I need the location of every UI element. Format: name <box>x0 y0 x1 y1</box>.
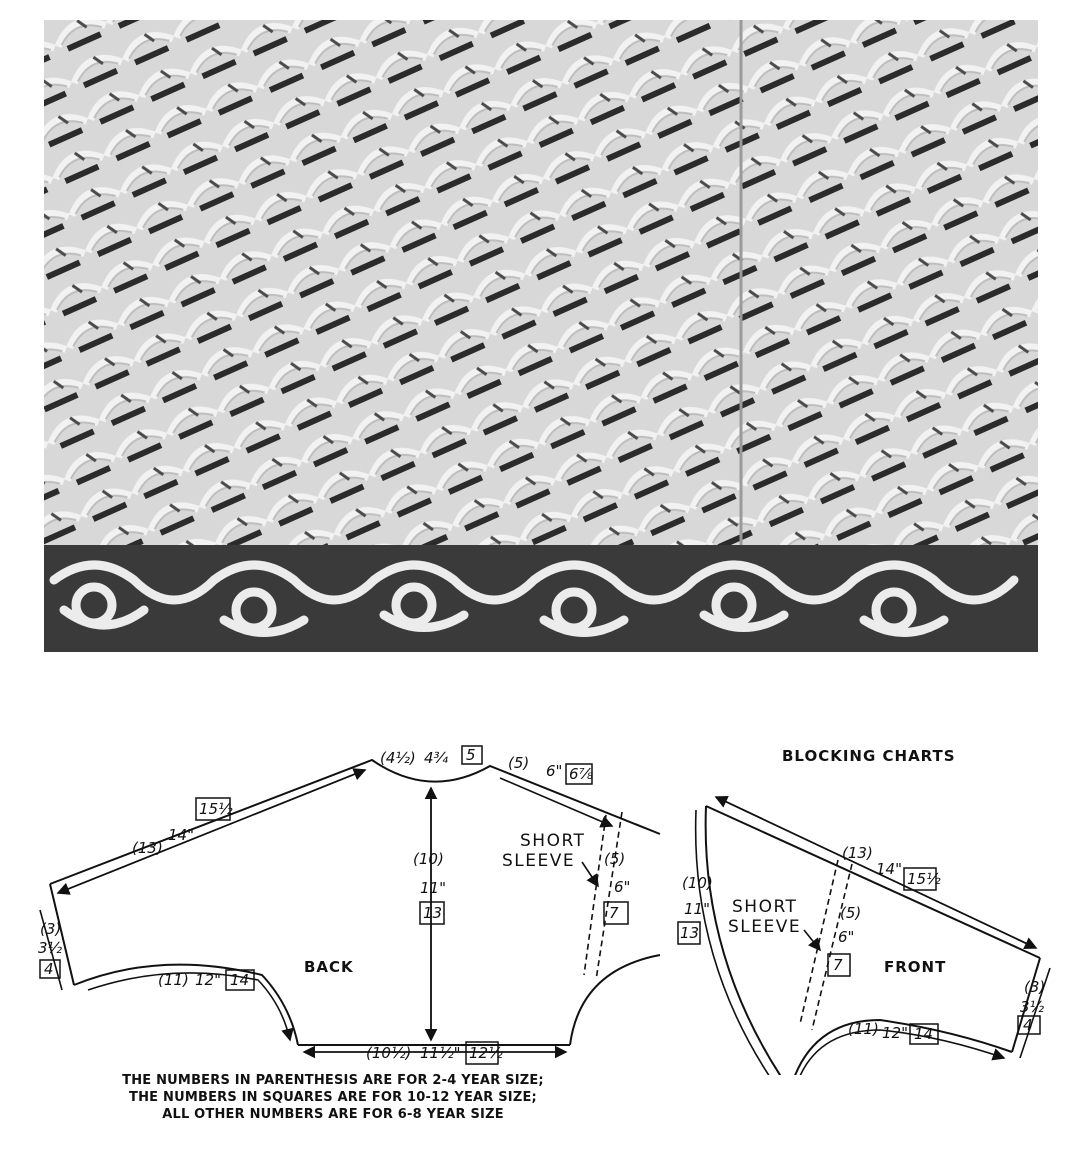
back-upper_edge-small-text: (13) <box>132 839 163 857</box>
front-right_edge-small-text: (3) <box>1024 978 1046 996</box>
back-center-mid-text: 11" <box>420 879 446 897</box>
front-short_sleeve-small-text: (5) <box>840 904 862 922</box>
back-top_neck-mid-text: 4¾ <box>424 749 449 767</box>
front-short-sleeve-line2: SLEEVE <box>728 917 802 937</box>
front-short_sleeve-large-text: 7 <box>833 956 843 974</box>
back-top_neck-large-text: 5 <box>466 746 476 764</box>
front-upper_edge-large-text: 15½ <box>907 870 941 888</box>
back-labels <box>38 746 630 1064</box>
front-short-sleeve-line1: SHORT <box>732 897 798 917</box>
front-lower_curve-large-text: 14 <box>914 1025 934 1043</box>
back-center-small-text: (10) <box>413 850 444 868</box>
size-note-line: ALL OTHER NUMBERS ARE FOR 6-8 YEAR SIZE <box>162 1107 504 1122</box>
back-side-small-text: (3) <box>40 920 62 938</box>
front-lower_curve-small-text: (11) <box>848 1020 879 1038</box>
blocking-charts-diagram <box>0 655 1080 1075</box>
back-lower_curve-large-text: 14 <box>230 971 250 989</box>
back-short_sleeve-small-text: (5) <box>604 850 626 868</box>
back-shoulder-mid-text: 6" <box>546 762 563 780</box>
back-side-large-text: 4 <box>44 960 54 978</box>
back-upper_edge-large-text: 15½ <box>199 800 233 818</box>
front-left_edge-mid-text: 11" <box>684 900 710 918</box>
front-short_sleeve-mid-text: 6" <box>838 928 855 946</box>
back-center-large-text: 13 <box>423 904 443 922</box>
back-lower_curve-mid-text: 12" <box>195 971 221 989</box>
front-labels <box>678 844 1045 1044</box>
back-bottom-mid-text: 11½" <box>420 1044 461 1062</box>
front-label: FRONT <box>884 958 947 976</box>
back-lower-dimension-line <box>88 973 290 1040</box>
back-label: BACK <box>304 958 354 976</box>
size-note-line: THE NUMBERS IN PARENTHESIS ARE FOR 2-4 YEAR SIZE; <box>122 1073 544 1088</box>
front-left_edge-large-text: 13 <box>680 924 700 942</box>
back-shoulder-dimension-line <box>500 778 612 826</box>
back-lower_curve-small-text: (11) <box>158 971 189 989</box>
back-short_sleeve-large-text: 7 <box>609 904 619 922</box>
back-side-mid-text: 3½ <box>38 939 63 957</box>
front-left_edge-small-text: (10) <box>682 874 713 892</box>
front-right_edge-mid-text: 3½ <box>1020 998 1045 1016</box>
back-upper_edge-mid-text: 14" <box>168 826 194 844</box>
back-short_sleeve-mid-text: 6" <box>614 878 631 896</box>
back-shoulder-small-text: (5) <box>508 754 530 772</box>
back-top_neck-small-text: (4½) <box>380 749 416 767</box>
back-short-sleeve-line2: SLEEVE <box>502 851 576 871</box>
front-right_edge-large-text: 4 <box>1023 1016 1033 1034</box>
back-piece-outline <box>50 760 660 1045</box>
front-upper_edge-small-text: (13) <box>842 844 873 862</box>
front-left-dimension-line <box>696 810 786 1075</box>
back-bottom-large-text: 12½ <box>469 1044 503 1062</box>
crochet-stitch-photo <box>44 20 1038 652</box>
back-shoulder-large-text: 6⅞ <box>569 765 594 783</box>
size-legend-note <box>28 1072 638 1123</box>
back-bottom-small-text: (10½) <box>366 1044 412 1062</box>
back-short-sleeve-line <box>596 812 622 980</box>
size-note-line: THE NUMBERS IN SQUARES ARE FOR 10-12 YEAR SIZE; <box>129 1090 537 1105</box>
front-lower_curve-mid-text: 12" <box>882 1024 908 1042</box>
front-upper_edge-mid-text: 14" <box>876 860 902 878</box>
back-short-sleeve-line1: SHORT <box>520 831 586 851</box>
chart-title: BLOCKING CHARTS <box>782 747 956 765</box>
